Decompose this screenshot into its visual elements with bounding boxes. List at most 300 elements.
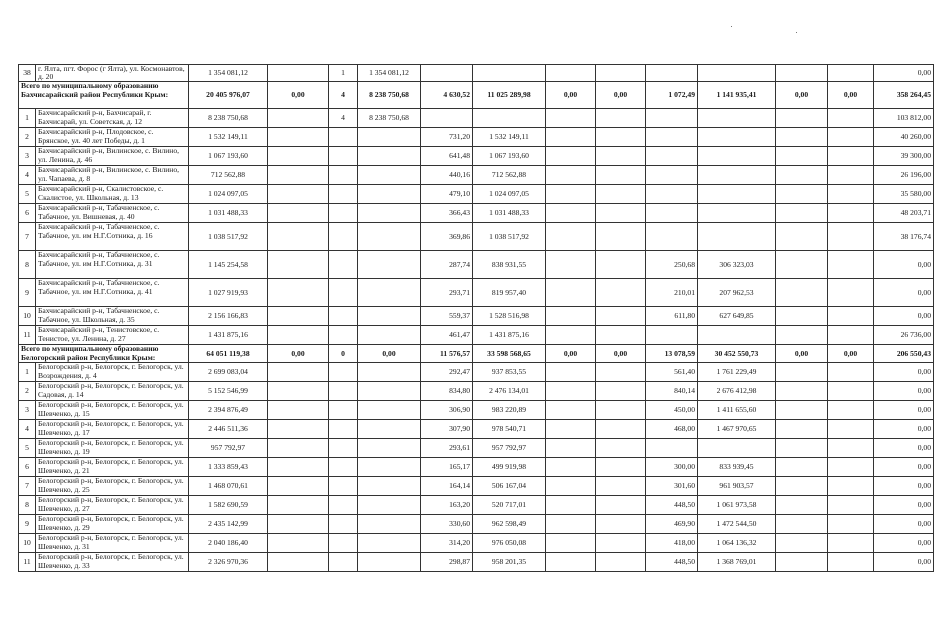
value-cell-c11 [828, 553, 874, 572]
total-cost-cell: 1 145 254,58 [189, 251, 268, 279]
address-cell: Бахчисарайский р-н, Скалистовское, с. Скалистое, ул. Школьная, д. 13 [36, 185, 189, 204]
value-cell-c8 [646, 109, 698, 128]
total-cost-cell: 1 027 919,93 [189, 279, 268, 307]
value-cell-c12: 0,00 [874, 458, 934, 477]
value-cell-c11 [828, 251, 874, 279]
value-cell-c5: 983 220,89 [473, 401, 546, 420]
value-cell-c1 [268, 553, 329, 572]
row-number-cell: 8 [19, 251, 36, 279]
value-cell-c11 [828, 326, 874, 345]
table-row [19, 65, 934, 82]
value-cell-c12: 35 580,00 [874, 185, 934, 204]
value-cell-c6: 0,00 [546, 82, 596, 109]
value-cell-c8 [646, 223, 698, 251]
value-cell-c5: 11 025 289,98 [473, 82, 546, 109]
value-cell-c12: 0,00 [874, 65, 934, 82]
table-row [19, 185, 934, 204]
value-cell-c4: 559,37 [421, 307, 473, 326]
value-cell-c11 [828, 420, 874, 439]
value-cell-c5: 957 792,97 [473, 439, 546, 458]
value-cell-c4: 292,47 [421, 363, 473, 382]
value-cell-c8: 250,68 [646, 251, 698, 279]
value-cell-c8: 469,90 [646, 515, 698, 534]
value-cell-c9 [698, 109, 776, 128]
value-cell-c2 [329, 496, 358, 515]
value-cell-c12: 0,00 [874, 477, 934, 496]
value-cell-c9: 1 064 136,32 [698, 534, 776, 553]
address-cell: Белогорский р-н, Белогорск, г. Белогорск, ул. Шевченко, д. 29 [36, 515, 189, 534]
value-cell-c7 [596, 128, 646, 147]
value-cell-c4: 287,74 [421, 251, 473, 279]
value-cell-c12: 0,00 [874, 279, 934, 307]
value-cell-c6 [546, 204, 596, 223]
address-cell: г. Ялта, пгт. Форос (г Ялта), ул. Космонавтов, д. 20 [36, 65, 189, 82]
value-cell-c4: 369,86 [421, 223, 473, 251]
value-cell-c1 [268, 401, 329, 420]
value-cell-c1 [268, 251, 329, 279]
value-cell-c8 [646, 439, 698, 458]
value-cell-c2 [329, 307, 358, 326]
value-cell-c10 [776, 185, 828, 204]
value-cell-c1 [268, 382, 329, 401]
value-cell-c6 [546, 534, 596, 553]
value-cell-c3 [358, 534, 421, 553]
value-cell-c7 [596, 109, 646, 128]
total-title-cell: Всего по муниципальному образованию Бахчисарайский район Республики Крым: [19, 82, 189, 109]
value-cell-c3 [358, 553, 421, 572]
value-cell-c11 [828, 166, 874, 185]
address-cell: Бахчисарайский р-н, Табачненское, с. Табачное, ул. им Н.Г.Сотника, д. 41 [36, 279, 189, 307]
value-cell-c8: 448,50 [646, 496, 698, 515]
value-cell-c1 [268, 439, 329, 458]
address-cell: Бахчисарайский р-н, Табачненское, с. Табачное, ул. Вишневая, д. 40 [36, 204, 189, 223]
total-cost-cell: 1 532 149,11 [189, 128, 268, 147]
value-cell-c11 [828, 279, 874, 307]
value-cell-c3: 8 238 750,68 [358, 109, 421, 128]
total-cost-cell: 1 031 488,33 [189, 204, 268, 223]
value-cell-c7 [596, 65, 646, 82]
table-row [19, 382, 934, 401]
address-cell: Бахчисарайский р-н, Вилинское, с. Вилино, ул. Чапаева, д. 8 [36, 166, 189, 185]
value-cell-c2 [329, 128, 358, 147]
total-cost-cell: 2 156 166,83 [189, 307, 268, 326]
value-cell-c11 [828, 534, 874, 553]
table-row [19, 279, 934, 307]
value-cell-c5: 33 598 568,65 [473, 345, 546, 363]
value-cell-c10 [776, 223, 828, 251]
value-cell-c5 [473, 65, 546, 82]
value-cell-c11 [828, 65, 874, 82]
address-cell: Белогорский р-н, Белогорск, г. Белогорск, ул. Шевченко, д. 17 [36, 420, 189, 439]
value-cell-c11: 0,00 [828, 82, 874, 109]
value-cell-c11 [828, 128, 874, 147]
row-number-cell: 38 [19, 65, 36, 82]
row-number-cell: 7 [19, 223, 36, 251]
value-cell-c4: 461,47 [421, 326, 473, 345]
value-cell-c4 [421, 65, 473, 82]
address-cell: Белогорский р-н, Белогорск, г. Белогорск, ул. Шевченко, д. 15 [36, 401, 189, 420]
value-cell-c2 [329, 326, 358, 345]
value-cell-c2 [329, 553, 358, 572]
value-cell-c5: 838 931,55 [473, 251, 546, 279]
table-row [19, 128, 934, 147]
value-cell-c6 [546, 147, 596, 166]
value-cell-c10 [776, 363, 828, 382]
row-number-cell: 7 [19, 477, 36, 496]
value-cell-c8: 301,60 [646, 477, 698, 496]
value-cell-c2 [329, 534, 358, 553]
value-cell-c9: 1 467 970,65 [698, 420, 776, 439]
value-cell-c4: 440,16 [421, 166, 473, 185]
total-cost-cell: 2 394 876,49 [189, 401, 268, 420]
value-cell-c4: 165,17 [421, 458, 473, 477]
value-cell-c10: 0,00 [776, 345, 828, 363]
value-cell-c4: 641,48 [421, 147, 473, 166]
value-cell-c8: 450,00 [646, 401, 698, 420]
value-cell-c6 [546, 65, 596, 82]
value-cell-c10 [776, 279, 828, 307]
address-cell: Белогорский р-н, Белогорск, г. Белогорск, ул. Шевченко, д. 25 [36, 477, 189, 496]
value-cell-c2 [329, 251, 358, 279]
value-cell-c2 [329, 515, 358, 534]
value-cell-c12: 0,00 [874, 401, 934, 420]
value-cell-c9: 1 141 935,41 [698, 82, 776, 109]
value-cell-c9: 1 761 229,49 [698, 363, 776, 382]
value-cell-c5: 1 024 097,05 [473, 185, 546, 204]
value-cell-c9 [698, 439, 776, 458]
scan-speck [731, 26, 732, 27]
value-cell-c2 [329, 477, 358, 496]
address-cell: Бахчисарайский р-н, Вилинское, с. Вилино, ул. Ленина, д. 46 [36, 147, 189, 166]
row-number-cell: 10 [19, 307, 36, 326]
value-cell-c5: 1 031 488,33 [473, 204, 546, 223]
value-cell-c1: 0,00 [268, 82, 329, 109]
total-cost-cell: 1 431 875,16 [189, 326, 268, 345]
total-cost-cell: 1 067 193,60 [189, 147, 268, 166]
value-cell-c2 [329, 204, 358, 223]
value-cell-c4: 834,80 [421, 382, 473, 401]
value-cell-c11 [828, 204, 874, 223]
value-cell-c4 [421, 109, 473, 128]
value-cell-c3 [358, 420, 421, 439]
address-cell: Бахчисарайский р-н, Бахчисарай, г. Бахчисарай, ул. Советская, д. 12 [36, 109, 189, 128]
address-cell: Белогорский р-н, Белогорск, г. Белогорск, ул. Шевченко, д. 31 [36, 534, 189, 553]
value-cell-c12: 103 812,00 [874, 109, 934, 128]
value-cell-c10 [776, 553, 828, 572]
value-cell-c9: 627 649,85 [698, 307, 776, 326]
value-cell-c10 [776, 382, 828, 401]
value-cell-c2 [329, 147, 358, 166]
value-cell-c1: 0,00 [268, 345, 329, 363]
value-cell-c10: 0,00 [776, 82, 828, 109]
value-cell-c4: 479,10 [421, 185, 473, 204]
value-cell-c3 [358, 185, 421, 204]
value-cell-c8: 840,14 [646, 382, 698, 401]
value-cell-c2: 4 [329, 109, 358, 128]
value-cell-c11 [828, 515, 874, 534]
value-cell-c3 [358, 279, 421, 307]
row-number-cell: 10 [19, 534, 36, 553]
table-row [19, 147, 934, 166]
value-cell-c9: 961 903,57 [698, 477, 776, 496]
value-cell-c6 [546, 128, 596, 147]
value-cell-c5: 978 540,71 [473, 420, 546, 439]
table-row [19, 458, 934, 477]
table-row [19, 477, 934, 496]
value-cell-c6: 0,00 [546, 345, 596, 363]
total-cost-cell: 2 699 083,04 [189, 363, 268, 382]
value-cell-c5 [473, 109, 546, 128]
value-cell-c12: 40 260,00 [874, 128, 934, 147]
total-cost-cell: 712 562,88 [189, 166, 268, 185]
value-cell-c8: 13 078,59 [646, 345, 698, 363]
value-cell-c8 [646, 147, 698, 166]
value-cell-c11 [828, 223, 874, 251]
value-cell-c8: 210,01 [646, 279, 698, 307]
value-cell-c12: 0,00 [874, 439, 934, 458]
row-number-cell: 3 [19, 401, 36, 420]
row-number-cell: 2 [19, 128, 36, 147]
value-cell-c1 [268, 223, 329, 251]
value-cell-c5: 976 050,08 [473, 534, 546, 553]
row-number-cell: 3 [19, 147, 36, 166]
value-cell-c9 [698, 65, 776, 82]
row-number-cell: 9 [19, 279, 36, 307]
value-cell-c2 [329, 382, 358, 401]
value-cell-c6 [546, 439, 596, 458]
value-cell-c2: 0 [329, 345, 358, 363]
value-cell-c7 [596, 515, 646, 534]
value-cell-c2: 4 [329, 82, 358, 109]
value-cell-c6 [546, 185, 596, 204]
value-cell-c3 [358, 204, 421, 223]
value-cell-c5: 2 476 134,01 [473, 382, 546, 401]
value-cell-c6 [546, 166, 596, 185]
value-cell-c11 [828, 363, 874, 382]
value-cell-c9: 2 676 412,98 [698, 382, 776, 401]
value-cell-c3 [358, 439, 421, 458]
value-cell-c11: 0,00 [828, 345, 874, 363]
table-row [19, 251, 934, 279]
row-number-cell: 6 [19, 458, 36, 477]
value-cell-c1 [268, 307, 329, 326]
value-cell-c12: 26 736,00 [874, 326, 934, 345]
value-cell-c7 [596, 534, 646, 553]
value-cell-c6 [546, 401, 596, 420]
value-cell-c6 [546, 553, 596, 572]
value-cell-c10 [776, 307, 828, 326]
value-cell-c7 [596, 496, 646, 515]
value-cell-c8 [646, 128, 698, 147]
value-cell-c7 [596, 223, 646, 251]
value-cell-c9 [698, 326, 776, 345]
value-cell-c3 [358, 515, 421, 534]
value-cell-c9 [698, 147, 776, 166]
value-cell-c6 [546, 515, 596, 534]
value-cell-c10 [776, 534, 828, 553]
value-cell-c5: 712 562,88 [473, 166, 546, 185]
value-cell-c11 [828, 185, 874, 204]
value-cell-c7 [596, 185, 646, 204]
value-cell-c8 [646, 185, 698, 204]
value-cell-c3 [358, 401, 421, 420]
value-cell-c8: 300,00 [646, 458, 698, 477]
value-cell-c6 [546, 496, 596, 515]
value-cell-c5: 1 532 149,11 [473, 128, 546, 147]
value-cell-c3 [358, 128, 421, 147]
value-cell-c9: 1 411 655,60 [698, 401, 776, 420]
table-row [19, 401, 934, 420]
value-cell-c11 [828, 458, 874, 477]
value-cell-c10 [776, 477, 828, 496]
value-cell-c3: 8 238 750,68 [358, 82, 421, 109]
value-cell-c6 [546, 251, 596, 279]
address-cell: Бахчисарайский р-н, Табачненское, с. Табачное, ул. им Н.Г.Сотника, д. 16 [36, 223, 189, 251]
value-cell-c3 [358, 147, 421, 166]
value-cell-c8: 611,80 [646, 307, 698, 326]
table-row [19, 166, 934, 185]
value-cell-c10 [776, 439, 828, 458]
value-cell-c6 [546, 223, 596, 251]
value-cell-c10 [776, 420, 828, 439]
row-number-cell: 4 [19, 166, 36, 185]
address-cell: Белогорский р-н, Белогорск, г. Белогорск, ул. Шевченко, д. 27 [36, 496, 189, 515]
value-cell-c8 [646, 326, 698, 345]
total-cost-cell: 1 468 070,61 [189, 477, 268, 496]
value-cell-c2 [329, 458, 358, 477]
value-cell-c12: 206 550,43 [874, 345, 934, 363]
value-cell-c11 [828, 147, 874, 166]
value-cell-c10 [776, 515, 828, 534]
total-cost-cell: 2 435 142,99 [189, 515, 268, 534]
value-cell-c8 [646, 65, 698, 82]
value-cell-c5: 819 957,40 [473, 279, 546, 307]
table-total-row [19, 82, 934, 109]
value-cell-c2 [329, 279, 358, 307]
value-cell-c5: 1 038 517,92 [473, 223, 546, 251]
value-cell-c8: 448,50 [646, 553, 698, 572]
total-title-cell: Всего по муниципальному образованию Белогорский район Республики Крым: [19, 345, 189, 363]
value-cell-c4: 366,43 [421, 204, 473, 223]
value-cell-c12: 39 300,00 [874, 147, 934, 166]
value-cell-c7 [596, 363, 646, 382]
value-cell-c7 [596, 439, 646, 458]
table-row [19, 204, 934, 223]
value-cell-c7 [596, 420, 646, 439]
value-cell-c9 [698, 128, 776, 147]
value-cell-c12: 0,00 [874, 382, 934, 401]
row-number-cell: 6 [19, 204, 36, 223]
value-cell-c2 [329, 223, 358, 251]
value-cell-c7 [596, 477, 646, 496]
value-cell-c10 [776, 65, 828, 82]
table-row [19, 363, 934, 382]
value-cell-c7 [596, 458, 646, 477]
value-cell-c5: 958 201,35 [473, 553, 546, 572]
total-cost-cell: 1 582 690,59 [189, 496, 268, 515]
value-cell-c6 [546, 307, 596, 326]
row-number-cell: 2 [19, 382, 36, 401]
value-cell-c1 [268, 420, 329, 439]
value-cell-c4: 293,61 [421, 439, 473, 458]
value-cell-c8 [646, 204, 698, 223]
value-cell-c1 [268, 65, 329, 82]
value-cell-c8: 561,40 [646, 363, 698, 382]
address-cell: Бахчисарайский р-н, Табачненское, с. Табачное, ул. им Н.Г.Сотника, д. 31 [36, 251, 189, 279]
value-cell-c5: 937 853,55 [473, 363, 546, 382]
total-cost-cell: 1 354 081,12 [189, 65, 268, 82]
value-cell-c7 [596, 204, 646, 223]
value-cell-c7 [596, 307, 646, 326]
scanned-document-page [18, 64, 934, 572]
value-cell-c5: 1 431 875,16 [473, 326, 546, 345]
value-cell-c2 [329, 401, 358, 420]
value-cell-c3 [358, 223, 421, 251]
value-cell-c5: 1 528 516,98 [473, 307, 546, 326]
total-cost-cell: 20 405 976,07 [189, 82, 268, 109]
value-cell-c10 [776, 166, 828, 185]
address-cell: Белогорский р-н, Белогорск, г. Белогорск, ул. Шевченко, д. 33 [36, 553, 189, 572]
value-cell-c8 [646, 166, 698, 185]
total-cost-cell: 1 038 517,92 [189, 223, 268, 251]
table-row [19, 496, 934, 515]
value-cell-c11 [828, 382, 874, 401]
value-cell-c6 [546, 458, 596, 477]
value-cell-c1 [268, 166, 329, 185]
table-body [19, 65, 934, 572]
value-cell-c5: 520 717,01 [473, 496, 546, 515]
value-cell-c12: 0,00 [874, 553, 934, 572]
value-cell-c6 [546, 109, 596, 128]
value-cell-c2: 1 [329, 65, 358, 82]
value-cell-c7 [596, 279, 646, 307]
row-number-cell: 11 [19, 326, 36, 345]
repair-costs-table [18, 64, 934, 572]
value-cell-c5: 962 598,49 [473, 515, 546, 534]
value-cell-c12: 358 264,45 [874, 82, 934, 109]
value-cell-c2 [329, 439, 358, 458]
total-cost-cell: 64 051 119,38 [189, 345, 268, 363]
row-number-cell: 5 [19, 185, 36, 204]
value-cell-c1 [268, 477, 329, 496]
value-cell-c11 [828, 496, 874, 515]
value-cell-c6 [546, 279, 596, 307]
value-cell-c4: 4 630,52 [421, 82, 473, 109]
value-cell-c3 [358, 477, 421, 496]
value-cell-c10 [776, 109, 828, 128]
value-cell-c10 [776, 128, 828, 147]
value-cell-c6 [546, 477, 596, 496]
value-cell-c3 [358, 251, 421, 279]
value-cell-c1 [268, 109, 329, 128]
value-cell-c9: 207 962,53 [698, 279, 776, 307]
value-cell-c11 [828, 109, 874, 128]
value-cell-c9: 1 061 973,58 [698, 496, 776, 515]
value-cell-c2 [329, 166, 358, 185]
value-cell-c2 [329, 420, 358, 439]
value-cell-c7 [596, 147, 646, 166]
value-cell-c11 [828, 439, 874, 458]
value-cell-c3 [358, 307, 421, 326]
table-row [19, 420, 934, 439]
value-cell-c10 [776, 458, 828, 477]
value-cell-c3: 0,00 [358, 345, 421, 363]
value-cell-c9 [698, 223, 776, 251]
value-cell-c6 [546, 326, 596, 345]
value-cell-c9: 833 939,45 [698, 458, 776, 477]
value-cell-c2 [329, 185, 358, 204]
value-cell-c1 [268, 326, 329, 345]
